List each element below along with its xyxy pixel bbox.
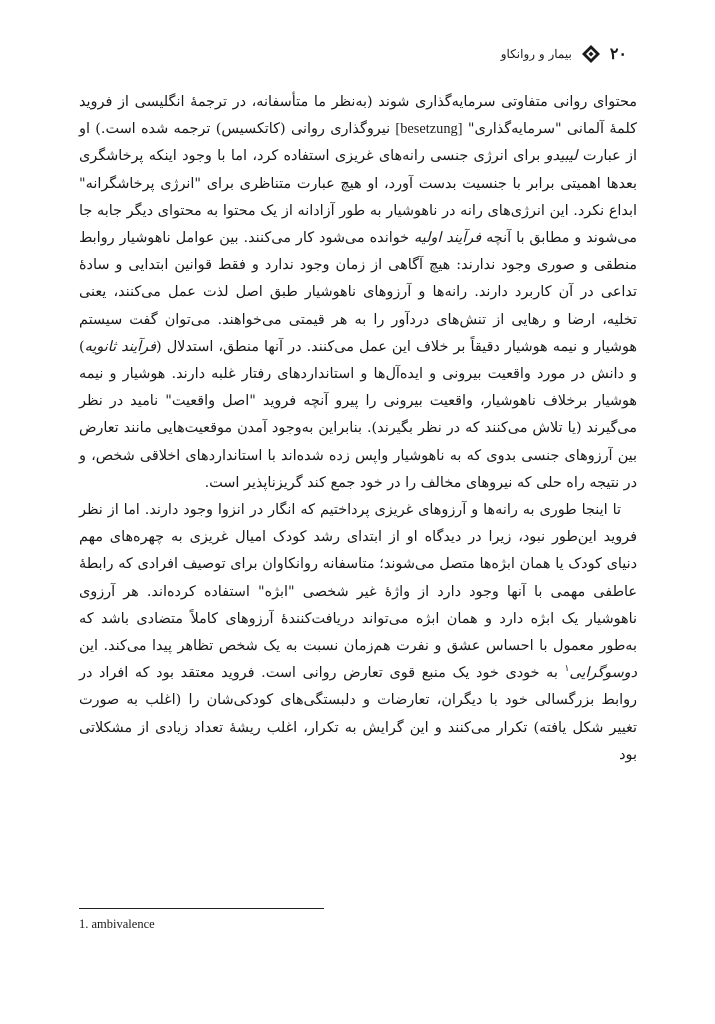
text-segment: ) و دانش در مورد واقعیت بیرونی و ایده‌آل‌ها و استانداردهای رفتار غلبه دارند. هوشیار و نیمه هوشیار برخلاف ناهوشیار، واقعیت بیرونی را پیرو آنچه فروید "اصل واقعیت" نامید در نظر می‌گیرند (یا تلاش می‌کنند که در نظر بگیرند). بنابراین به‌وجود آمدن موقعیت‌هایی مانند تعارض بین آرزوهای جنسی بدوی که به ناهوشیار واپس زده شده‌اند با استانداردهای اخلاقی شخص، و در نتیجه راه حلی که نیروهای مخالف را در خود جمع کند گریزناپذیر است. xyxy=(79,338,637,491)
text-segment: تا اینجا طوری به رانه‌ها و آرزوهای غریزی پرداختیم که انگار در انزوا وجود دارند. اما از نظر فروید این‌طور نبود، زیرا در دیدگاه او از ابتدای رشد کودک امیال غریزی به چهره‌های مهم دنیای کودک یا همان ابژه‌ها متصل می‌شوند؛ متاسفانه روانکاوان برای توصیف افرادی که رابطهٔ عاطفی مهمی با آنها وجود دارد از واژهٔ غیر شخصی "ابژه" استفاده کرده‌اند. هر آرزوی ناهوشیار یک ابژه دارد و همان ابژه می‌تواند دریافت‌کنندهٔ آرزوهای کاملاً متضادی باشد که به‌طور معمول با احساس عشق و نفرت هم‌زمان نسبت به یک شخص تظاهر پیدا می‌کند. این xyxy=(79,502,637,655)
footnote-reference[interactable]: ۱ xyxy=(564,664,570,675)
italic-term-secondary-process: فرآیند ثانویه xyxy=(84,338,156,355)
page-header xyxy=(501,44,627,63)
german-term: [besetzung] xyxy=(395,121,463,138)
italic-term-ambivalence: دوسوگرایی xyxy=(569,665,637,682)
running-title: بیمار و روانکاو xyxy=(500,46,572,61)
page-number: ۲۰ xyxy=(609,44,627,63)
footnote-divider xyxy=(79,908,324,909)
italic-term-primary-process: فرآیند اولیه xyxy=(414,230,482,247)
body-text xyxy=(79,89,637,769)
text-segment: محتوای روانی متفاوتی سرمایه‌گذاری شوند (به‌نظر ما متأسفانه، در ترجمهٔ انگلیسی از فروید کلمهٔ آلمانی "سرمایه‌گذاری" xyxy=(79,94,637,138)
text-segment: نیروگذاری روانی (کاتکسیس) ترجمه شده است.) او از عبارت xyxy=(79,121,637,165)
text-segment: به خودی خود یک منبع قوی تعارض روانی است. فروید معتقد بود که افراد در روابط بزرگسالی خود با دیگران، تعارضات و دلبستگی‌های کودکی‌شان را (اغلب به صورت تغییر شکل یافته) تکرار می‌کنند و این گرایش به تکرار، اغلب ریشهٔ تعداد زیادی از مشکلاتی بود xyxy=(79,665,637,763)
text-segment: خوانده می‌شود کار می‌کنند. بین عوامل ناهوشیار روابط منطقی و صوری وجود ندارند: هیچ آگاهی از زمان وجود ندارد و فقط قوانین ابتدایی و سادهٔ تداعی در آن کاربرد دارند. رانه‌ها و آرزوهای ناهوشیار طبق اصل لذت عمل می‌کنند، یعنی تخلیه، ارضا و رهایی از تنش‌های دردآور را به هر قیمتی می‌خواهند. می‌توان گفت سیستم هوشیار و نیمه هوشیار دقیقاً بر خلاف این عمل می‌کنند. در آنها منطق، استدلال ( xyxy=(79,230,637,355)
text-segment: برای انرژی جنسی رانه‌های غریزی استفاده کرد، اما با وجود اینکه پرخاشگری بعدها اهمیتی برابر با جنسیت بدست آورد، او هیچ عبارت متناظری برای "انرژی پرخاشگرانه" ابداع نکرد. این انرژی‌های رانه در ناهوشیار به طور آزادانه از یک محتوا به محتوای دیگر جابه جا می‌شوند و مطابق با آنچه xyxy=(79,148,637,247)
italic-term-libido: لیبیدو xyxy=(545,148,578,165)
paragraph-1 xyxy=(79,89,637,497)
footnote: 1. ambivalence xyxy=(79,917,155,931)
diamond-ornament-icon xyxy=(582,45,600,63)
paragraph-2 xyxy=(79,497,637,769)
